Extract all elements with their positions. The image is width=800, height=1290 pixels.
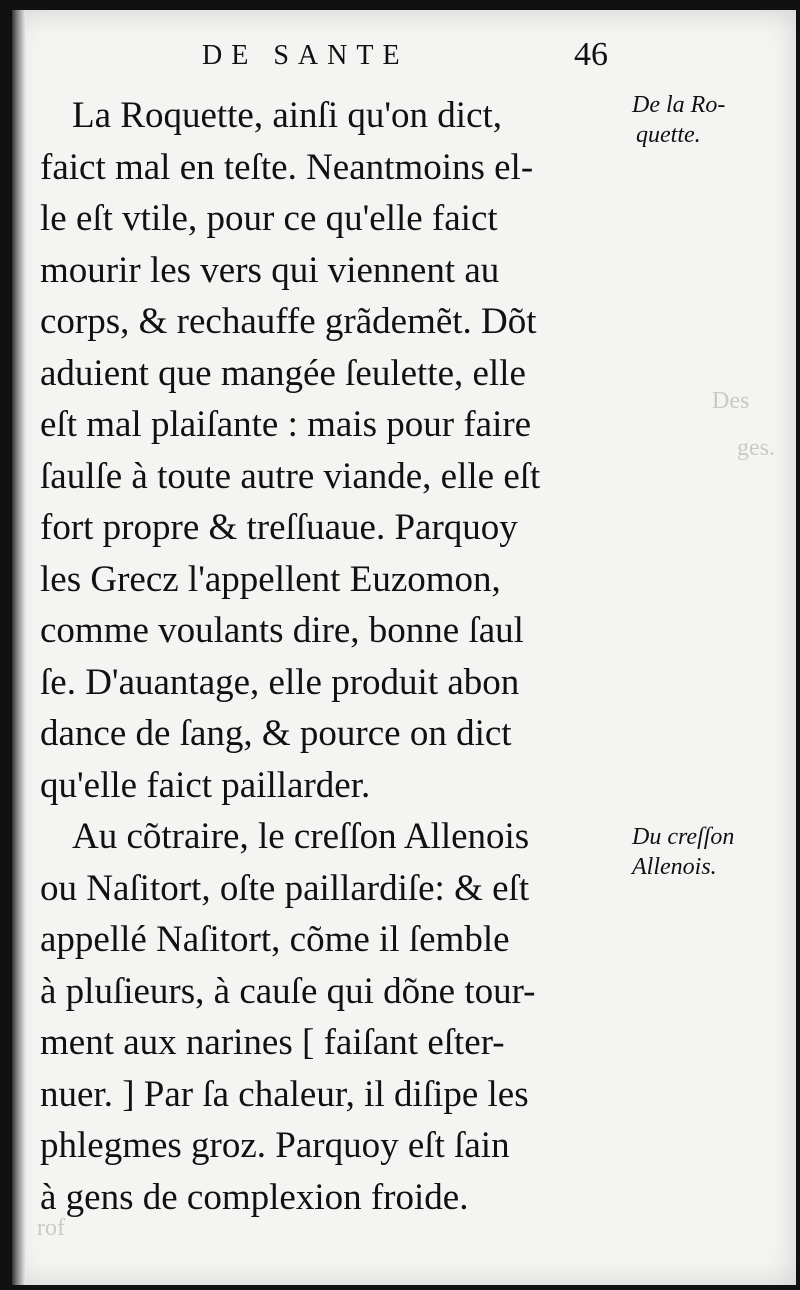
text-line: comme voulants dire, bonne ſaul xyxy=(40,610,524,651)
text-line: appellé Naſitort, cõme il ſemble xyxy=(40,919,510,960)
bleed-through-mark: Des xyxy=(712,388,750,414)
text-line: qu'elle faict paillarder. xyxy=(40,764,371,806)
text-line: le eſt vtile, pour ce qu'elle faict xyxy=(40,198,498,239)
book-page xyxy=(12,10,796,1285)
text-line: dance de ſang, & pource on dict xyxy=(40,713,512,754)
text-line: fort propre & treſſuaue. Parquoy xyxy=(40,507,518,548)
text-line: phlegmes groz. Parquoy eſt ſain xyxy=(40,1125,510,1166)
text-line: ment aux narines [ faiſant eſter- xyxy=(40,1022,505,1063)
bleed-through-mark: rof xyxy=(37,1215,65,1241)
text-line: eſt mal plaiſante : mais pour faire xyxy=(40,404,532,445)
body-text xyxy=(40,90,630,1223)
margin-note-line: Allenois. xyxy=(632,854,717,880)
text-line: mourir les vers qui viennent au xyxy=(40,249,500,291)
margin-note-line: quette. xyxy=(636,122,701,148)
text-line: nuer. ] Par ſa chaleur, il diſipe les xyxy=(40,1073,529,1115)
page-number: 46 xyxy=(574,36,608,73)
text-line: corps, & rechauffe grãdemẽt. Dõt xyxy=(40,301,537,342)
text-line: ſe. D'auantage, elle produit abon xyxy=(40,661,520,703)
text-line: faict mal en teſte. Neantmoins el- xyxy=(40,146,534,188)
text-line: ou Naſitort, oſte paillardiſe: & eſt xyxy=(40,867,530,909)
text-line: La Roquette, ainſi qu'on dict, xyxy=(72,95,503,136)
page-gutter xyxy=(12,10,26,1285)
text-line: ſaulſe à toute autre viande, elle eſt xyxy=(40,455,541,497)
margin-note-line: Du creſſon xyxy=(632,824,735,850)
running-header: DE SANTE xyxy=(202,40,409,71)
margin-note-roquette xyxy=(632,90,725,150)
text-line: à gens de complexion froide. xyxy=(40,1176,469,1218)
text-line: aduient que mangée ſeulette, elle xyxy=(40,352,526,394)
margin-note-line: De la Ro- xyxy=(632,92,726,118)
margin-note-cresson xyxy=(632,822,734,882)
text-line: Au cõtraire, le creſſon Allenois xyxy=(72,816,530,857)
text-line: à pluſieurs, à cauſe qui dõne tour- xyxy=(40,970,536,1012)
bleed-through-mark: ges. xyxy=(737,435,775,461)
text-line: les Grecz l'appellent Euzomon, xyxy=(40,558,501,600)
